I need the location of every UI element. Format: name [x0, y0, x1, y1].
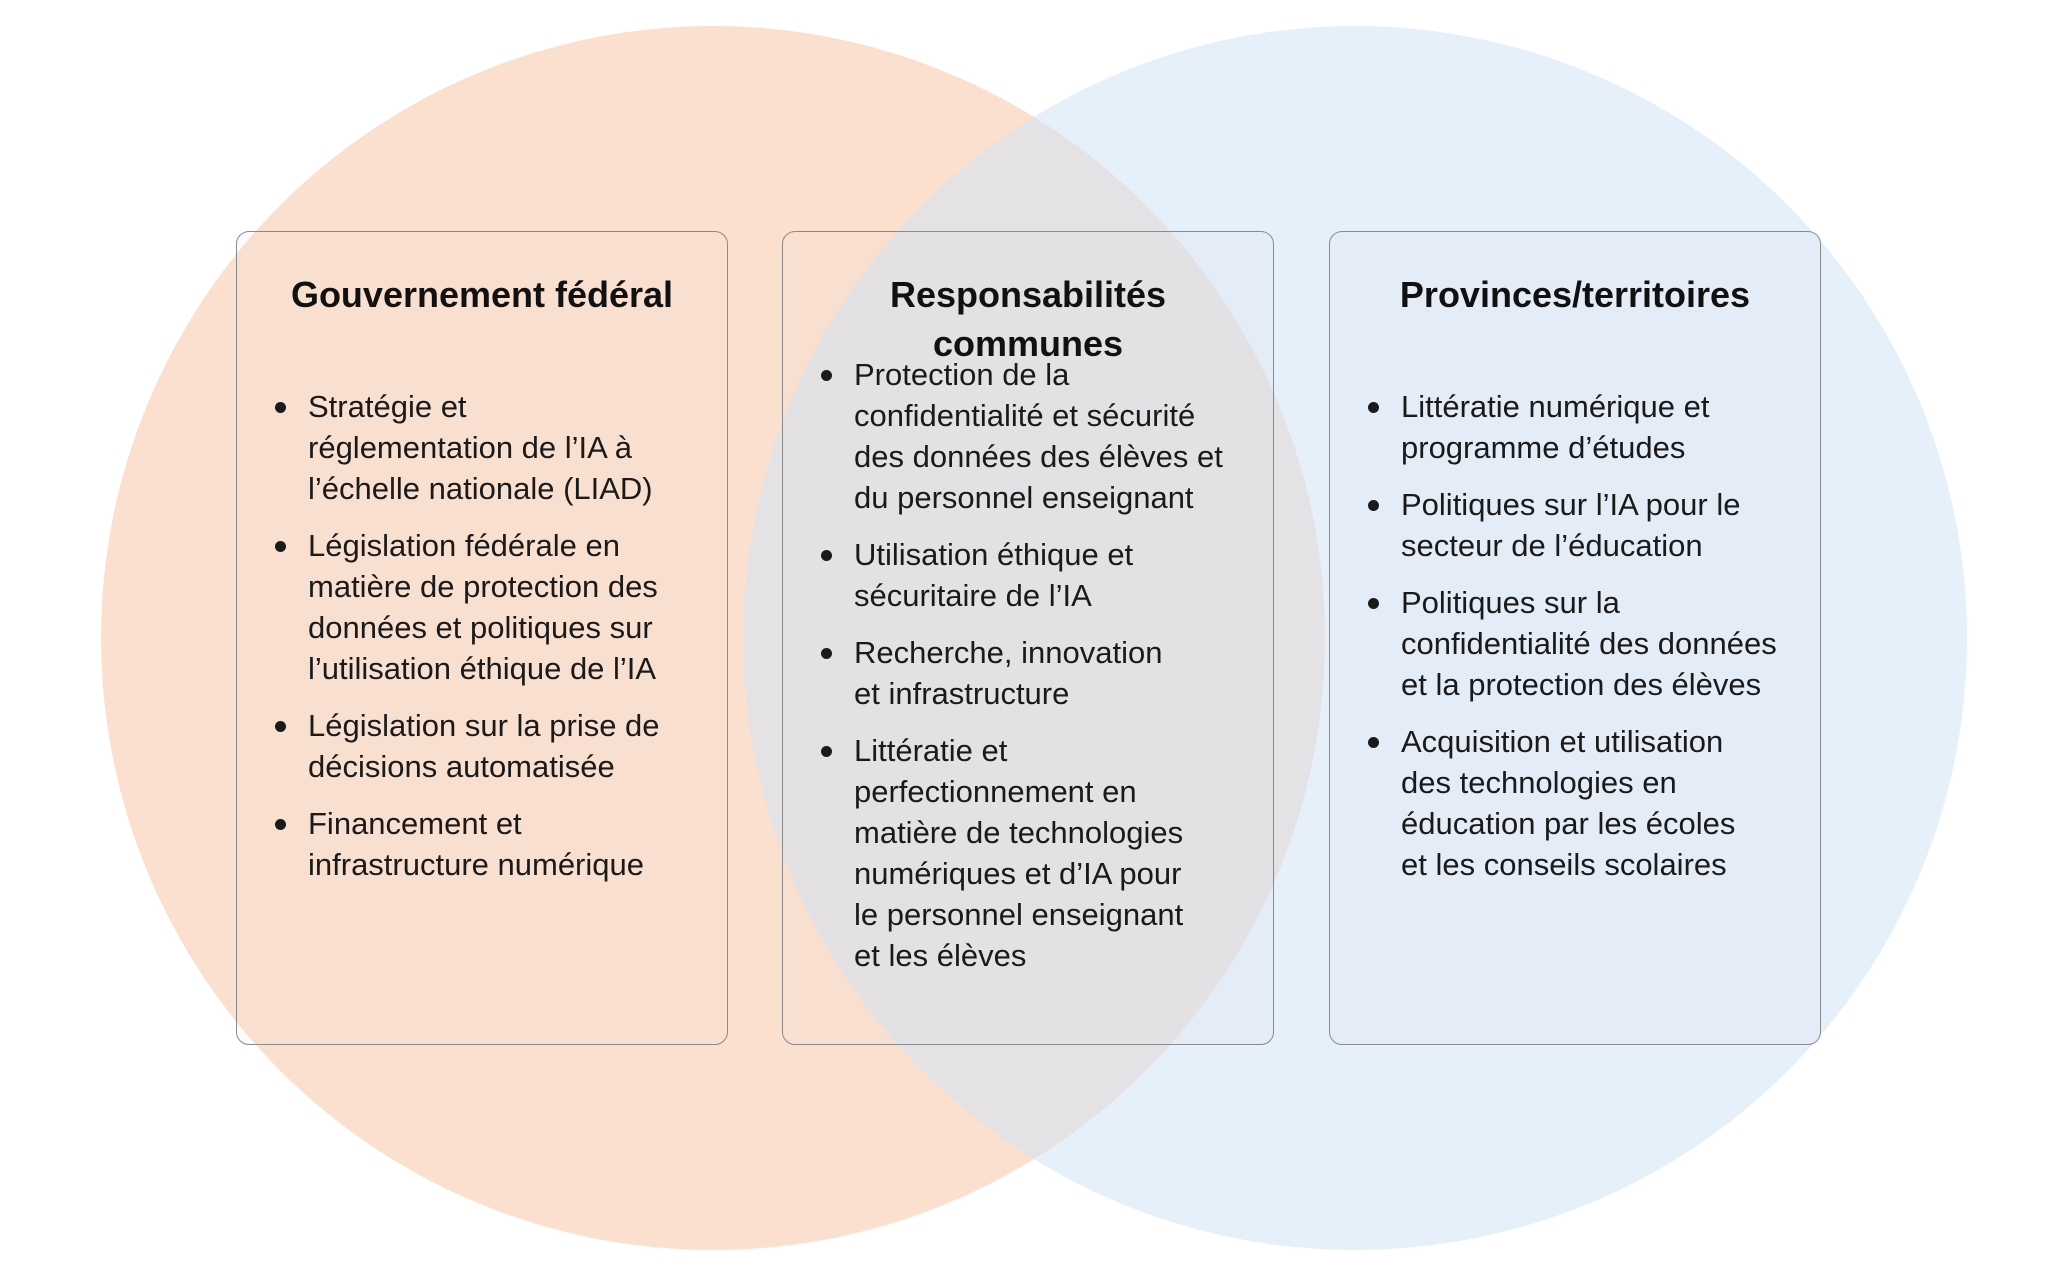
list-item-text: Législation sur la prise de décisions automatisée: [308, 708, 660, 784]
panel-title-provinces: Provinces/territoires: [1399, 274, 1751, 315]
list-item: [273, 705, 727, 787]
list-item: [819, 730, 1273, 976]
list-item: [1366, 386, 1820, 468]
panel-federal: [236, 231, 728, 1045]
list-item-text: Littératie numérique et programme d’études: [1401, 389, 1710, 465]
list-federal: [237, 386, 727, 885]
panel-title-shared: Responsabilités communes: [889, 274, 1167, 364]
panel-title-federal: Gouvernement fédéral: [290, 274, 674, 315]
bullet-icon: [821, 370, 832, 381]
list-shared: [783, 354, 1273, 976]
list-item: [273, 525, 727, 689]
list-provinces: [1330, 386, 1820, 885]
bullet-icon: [821, 648, 832, 659]
bullet-icon: [1368, 500, 1379, 511]
list-item-text: Utilisation éthique et sécuritaire de l’IA: [854, 537, 1134, 613]
list-item-text: Politiques sur la confidentialité des données et la protection des élèves: [1401, 585, 1777, 702]
list-item-text: Acquisition et utilisation des technologies en éducation par les écoles et les conseils scolaires: [1401, 724, 1736, 882]
list-item: [1366, 582, 1820, 705]
panel-shared: [782, 231, 1274, 1045]
list-item: [819, 534, 1273, 616]
list-item: [819, 632, 1273, 714]
list-item-text: Législation fédérale en matière de protection des données et politiques sur l’utilisation éthique de l’IA: [308, 528, 658, 686]
list-item: [273, 386, 727, 509]
list-item-text: Stratégie et réglementation de l’IA à l’échelle nationale (LIAD): [308, 389, 653, 506]
bullet-icon: [1368, 598, 1379, 609]
bullet-icon: [821, 746, 832, 757]
bullet-icon: [275, 541, 286, 552]
bullet-icon: [1368, 737, 1379, 748]
list-item-text: Littératie et perfectionnement en matière de technologies numériques et d’IA pour le personnel enseignant et les élèves: [854, 733, 1184, 973]
bullet-icon: [275, 721, 286, 732]
bullet-icon: [275, 819, 286, 830]
list-item-text: Politiques sur l’IA pour le secteur de l’éducation: [1401, 487, 1741, 563]
list-item-text: Recherche, innovation et infrastructure: [854, 635, 1163, 711]
bullet-icon: [1368, 402, 1379, 413]
list-item-text: Financement et infrastructure numérique: [308, 806, 644, 882]
panel-provinces: [1329, 231, 1821, 1045]
bullet-icon: [821, 550, 832, 561]
list-item: [1366, 484, 1820, 566]
list-item: [273, 803, 727, 885]
list-item-text: Protection de la confidentialité et sécurité des données des élèves et du personnel enseignant: [854, 357, 1223, 515]
bullet-icon: [275, 402, 286, 413]
list-item: [1366, 721, 1820, 885]
list-item: [819, 354, 1273, 518]
